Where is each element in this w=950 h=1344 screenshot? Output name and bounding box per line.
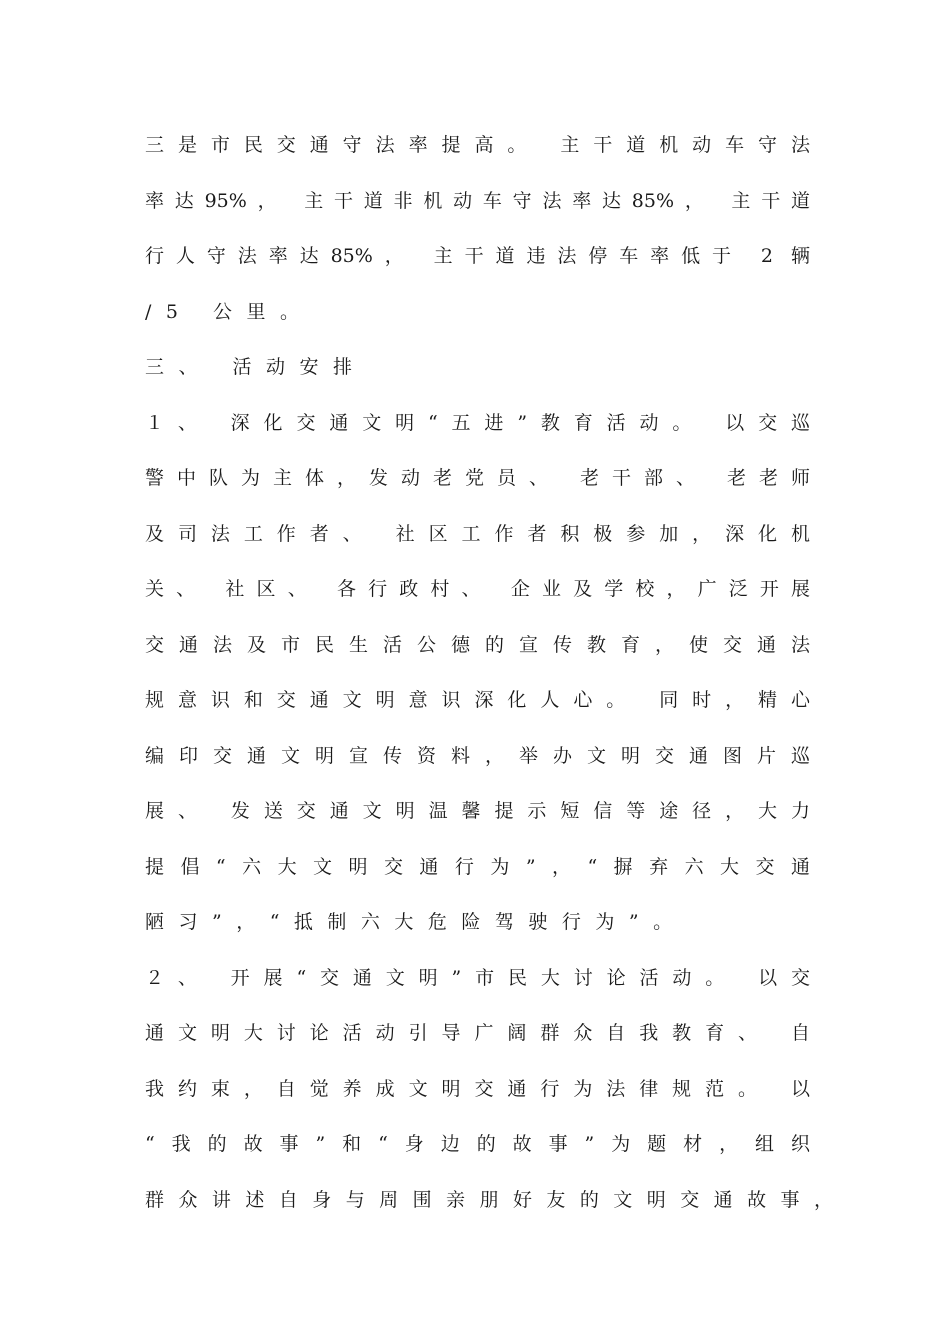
text-line-14: 提倡“六大文明交通行为”，“摒弃六大交通: [145, 856, 810, 878]
text-line-15: 陋习”，“抵制六大危险驾驶行为”。: [145, 911, 687, 933]
text-line-11: 规意识和交通文明意识深化人心。 同时，精心: [145, 689, 810, 711]
text-line-8: 及司法工作者、 社区工作者积极参加，深化机: [145, 523, 810, 545]
text-line-18: 我约束，自觉养成文明交通行为法律规范。 以: [145, 1078, 810, 1100]
text-line-12: 编印交通文明宣传资料，举办文明交通图片巡: [145, 745, 810, 767]
section-heading: 三、 活动安排: [145, 356, 367, 378]
text-line-17: 通文明大讨论活动引导广阔群众自我教育、 自: [145, 1022, 810, 1044]
text-line-6: １、 深化交通文明“五进”教育活动。 以交巡: [145, 412, 810, 434]
text-line-20: 群众讲述自身与周围亲朋好友的文明交通故事，: [145, 1189, 833, 1211]
text-line-16: ２、 开展“交通文明”市民大讨论活动。 以交: [145, 967, 810, 989]
text-line-7: 警中队为主体，发动老党员、 老干部、 老老师: [145, 467, 810, 489]
text-line-10: 交通法及市民生活公德的宣传教育，使交通法: [145, 634, 810, 656]
text-line-13: 展、 发送交通文明温馨提示短信等途径，大力: [145, 800, 810, 822]
text-line-4: /5 公里。: [145, 301, 314, 323]
text-line-9: 关、 社区、 各行政村、 企业及学校，广泛开展: [145, 578, 810, 600]
text-line-19: “我的故事”和“身边的故事”为题材，组织: [145, 1133, 810, 1155]
text-line-2: 率达95%， 主干道非机动车守法率达85%， 主干道: [145, 190, 810, 212]
text-line-3: 行人守法率达85%， 主干道违法停车率低于 2 辆: [145, 245, 810, 267]
text-line-1: 三是市民交通守法率提高。 主干道机动车守法: [145, 134, 810, 156]
